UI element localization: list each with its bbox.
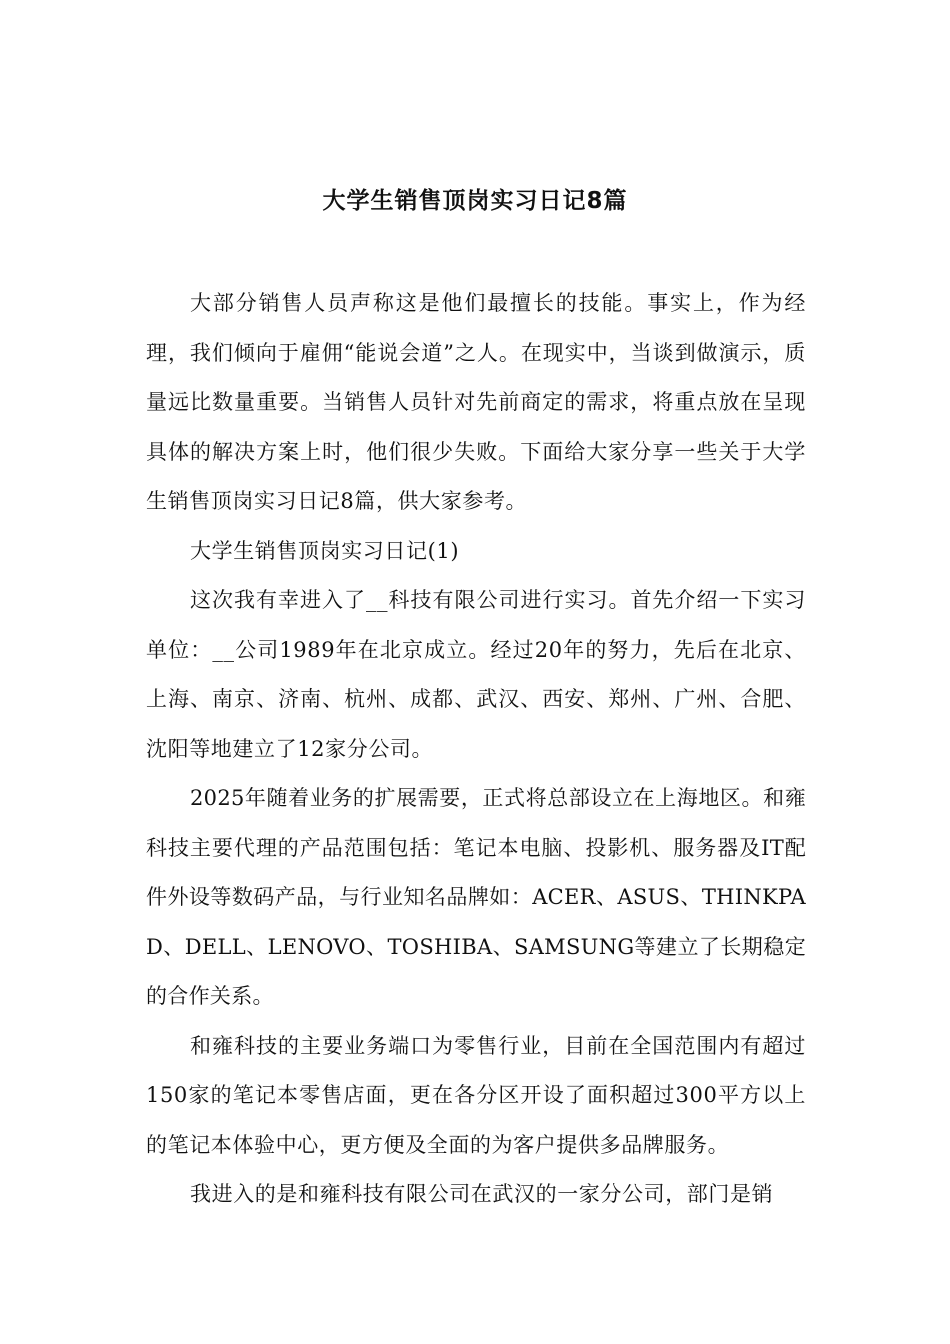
document-title: 大学生销售顶岗实习日记8篇: [322, 188, 628, 214]
diary-heading: 大学生销售顶岗实习日记(1): [190, 538, 460, 563]
paragraph-branch: 我进入的是和雍科技有限公司在武汉的一家分公司，部门是销: [190, 1182, 774, 1206]
paragraph-retail: 和雍科技的主要业务端口为零售行业，目前在全国范围内有超过150家的笔记本零售店面，更在各分区开设了面积超过300平方以上的笔记本体验中心，更方便及全面的为客户提供多品牌服务。: [146, 1033, 806, 1157]
paragraph-products: 2025年随着业务的扩展需要，正式将总部设立在上海地区。和雍科技主要代理的产品范围包括：笔记本电脑、投影机、服务器及IT配件外设等数码产品，与行业知名品牌如：ACER、ASUS、THINKPAD、DELL、LENOVO、TOSHIBA、SAMSUNG等建立了长期稳定的合作关系。: [146, 786, 806, 1008]
paragraph-intro: 大部分销售人员声称这是他们最擅长的技能。事实上，作为经理，我们倾向于雇佣“能说会道”之人。在现实中，当谈到做演示，质量远比数量重要。当销售人员针对先前商定的需求，将重点放在呈现具体的解决方案上时，他们很少失败。下面给大家分享一些关于大学生销售顶岗实习日记8篇，供大家参考。: [146, 291, 806, 513]
paragraph-company-intro: 这次我有幸进入了__科技有限公司进行实习。首先介绍一下实习单位：__公司1989年在北京成立。经过20年的努力，先后在北京、上海、南京、济南、杭州、成都、武汉、西安、郑州、广州、合肥、沈阳等地建立了12家分公司。: [146, 588, 806, 761]
document-body: [146, 279, 806, 1220]
